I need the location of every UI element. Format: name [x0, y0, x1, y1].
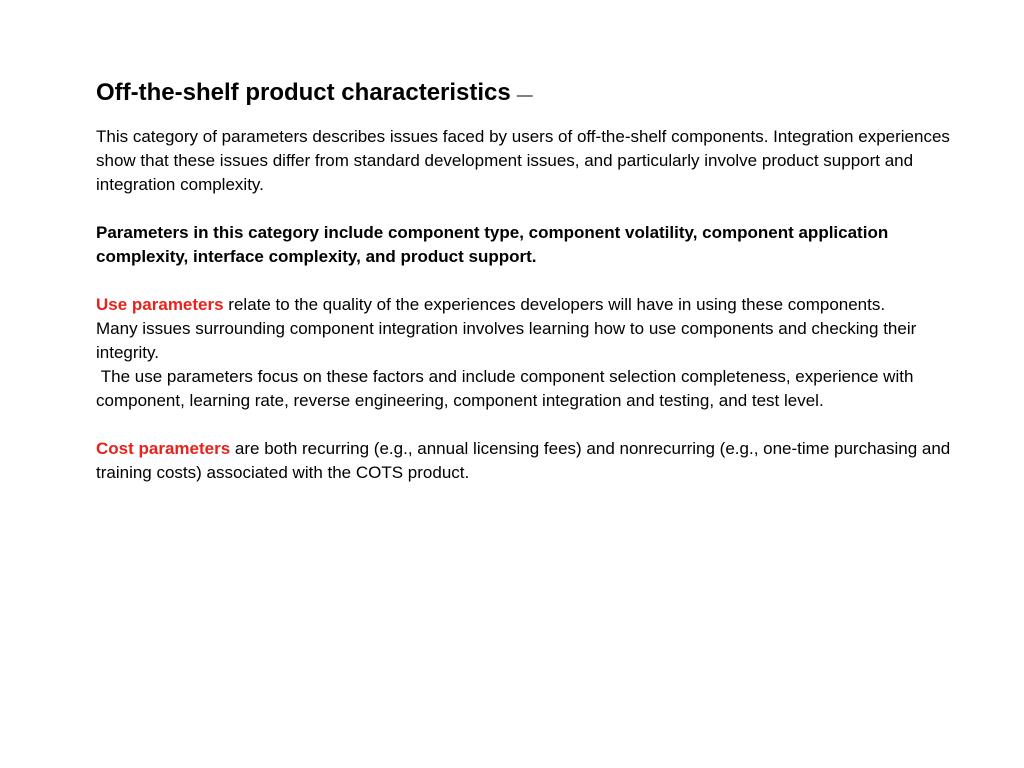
- slide-title: [96, 76, 976, 113]
- use-parameters-line-2: Many issues surrounding component integration involves learning how to use components and checking their integrity.: [96, 319, 917, 362]
- slide-content: [96, 76, 976, 509]
- parameters-statement: Parameters in this category include component type, component volatility, component application complexity, interface complexity, and product support.: [96, 223, 889, 266]
- cost-parameters-text: are both recurring (e.g., annual licensing fees) and nonrecurring (e.g., one-time purchasing and training costs) associated with the COTS product.: [96, 439, 951, 482]
- intro-paragraph: This category of parameters describes issues faced by users of off-the-shelf components. Integration experiences show that these issues differ from standard development issues, and particularly involve product support and integration complexity.: [96, 127, 950, 194]
- use-parameters-line-3: The use parameters focus on these factors and include component selection completeness, experience with component, learning rate, reverse engineering, component integration and testing, and test level.: [96, 367, 919, 410]
- slide-title-text: Off-the-shelf product characteristics: [96, 79, 511, 106]
- use-parameters-highlight: Use parameters: [96, 295, 224, 314]
- cost-parameters-highlight: Cost parameters: [96, 439, 231, 458]
- use-parameters-paragraph: [96, 293, 976, 413]
- use-parameters-line-1: [96, 293, 976, 317]
- use-parameters-text: relate to the quality of the experiences developers will have in using these components.: [223, 295, 886, 314]
- title-dash: —: [516, 87, 533, 104]
- cost-parameters-paragraph: [96, 437, 976, 485]
